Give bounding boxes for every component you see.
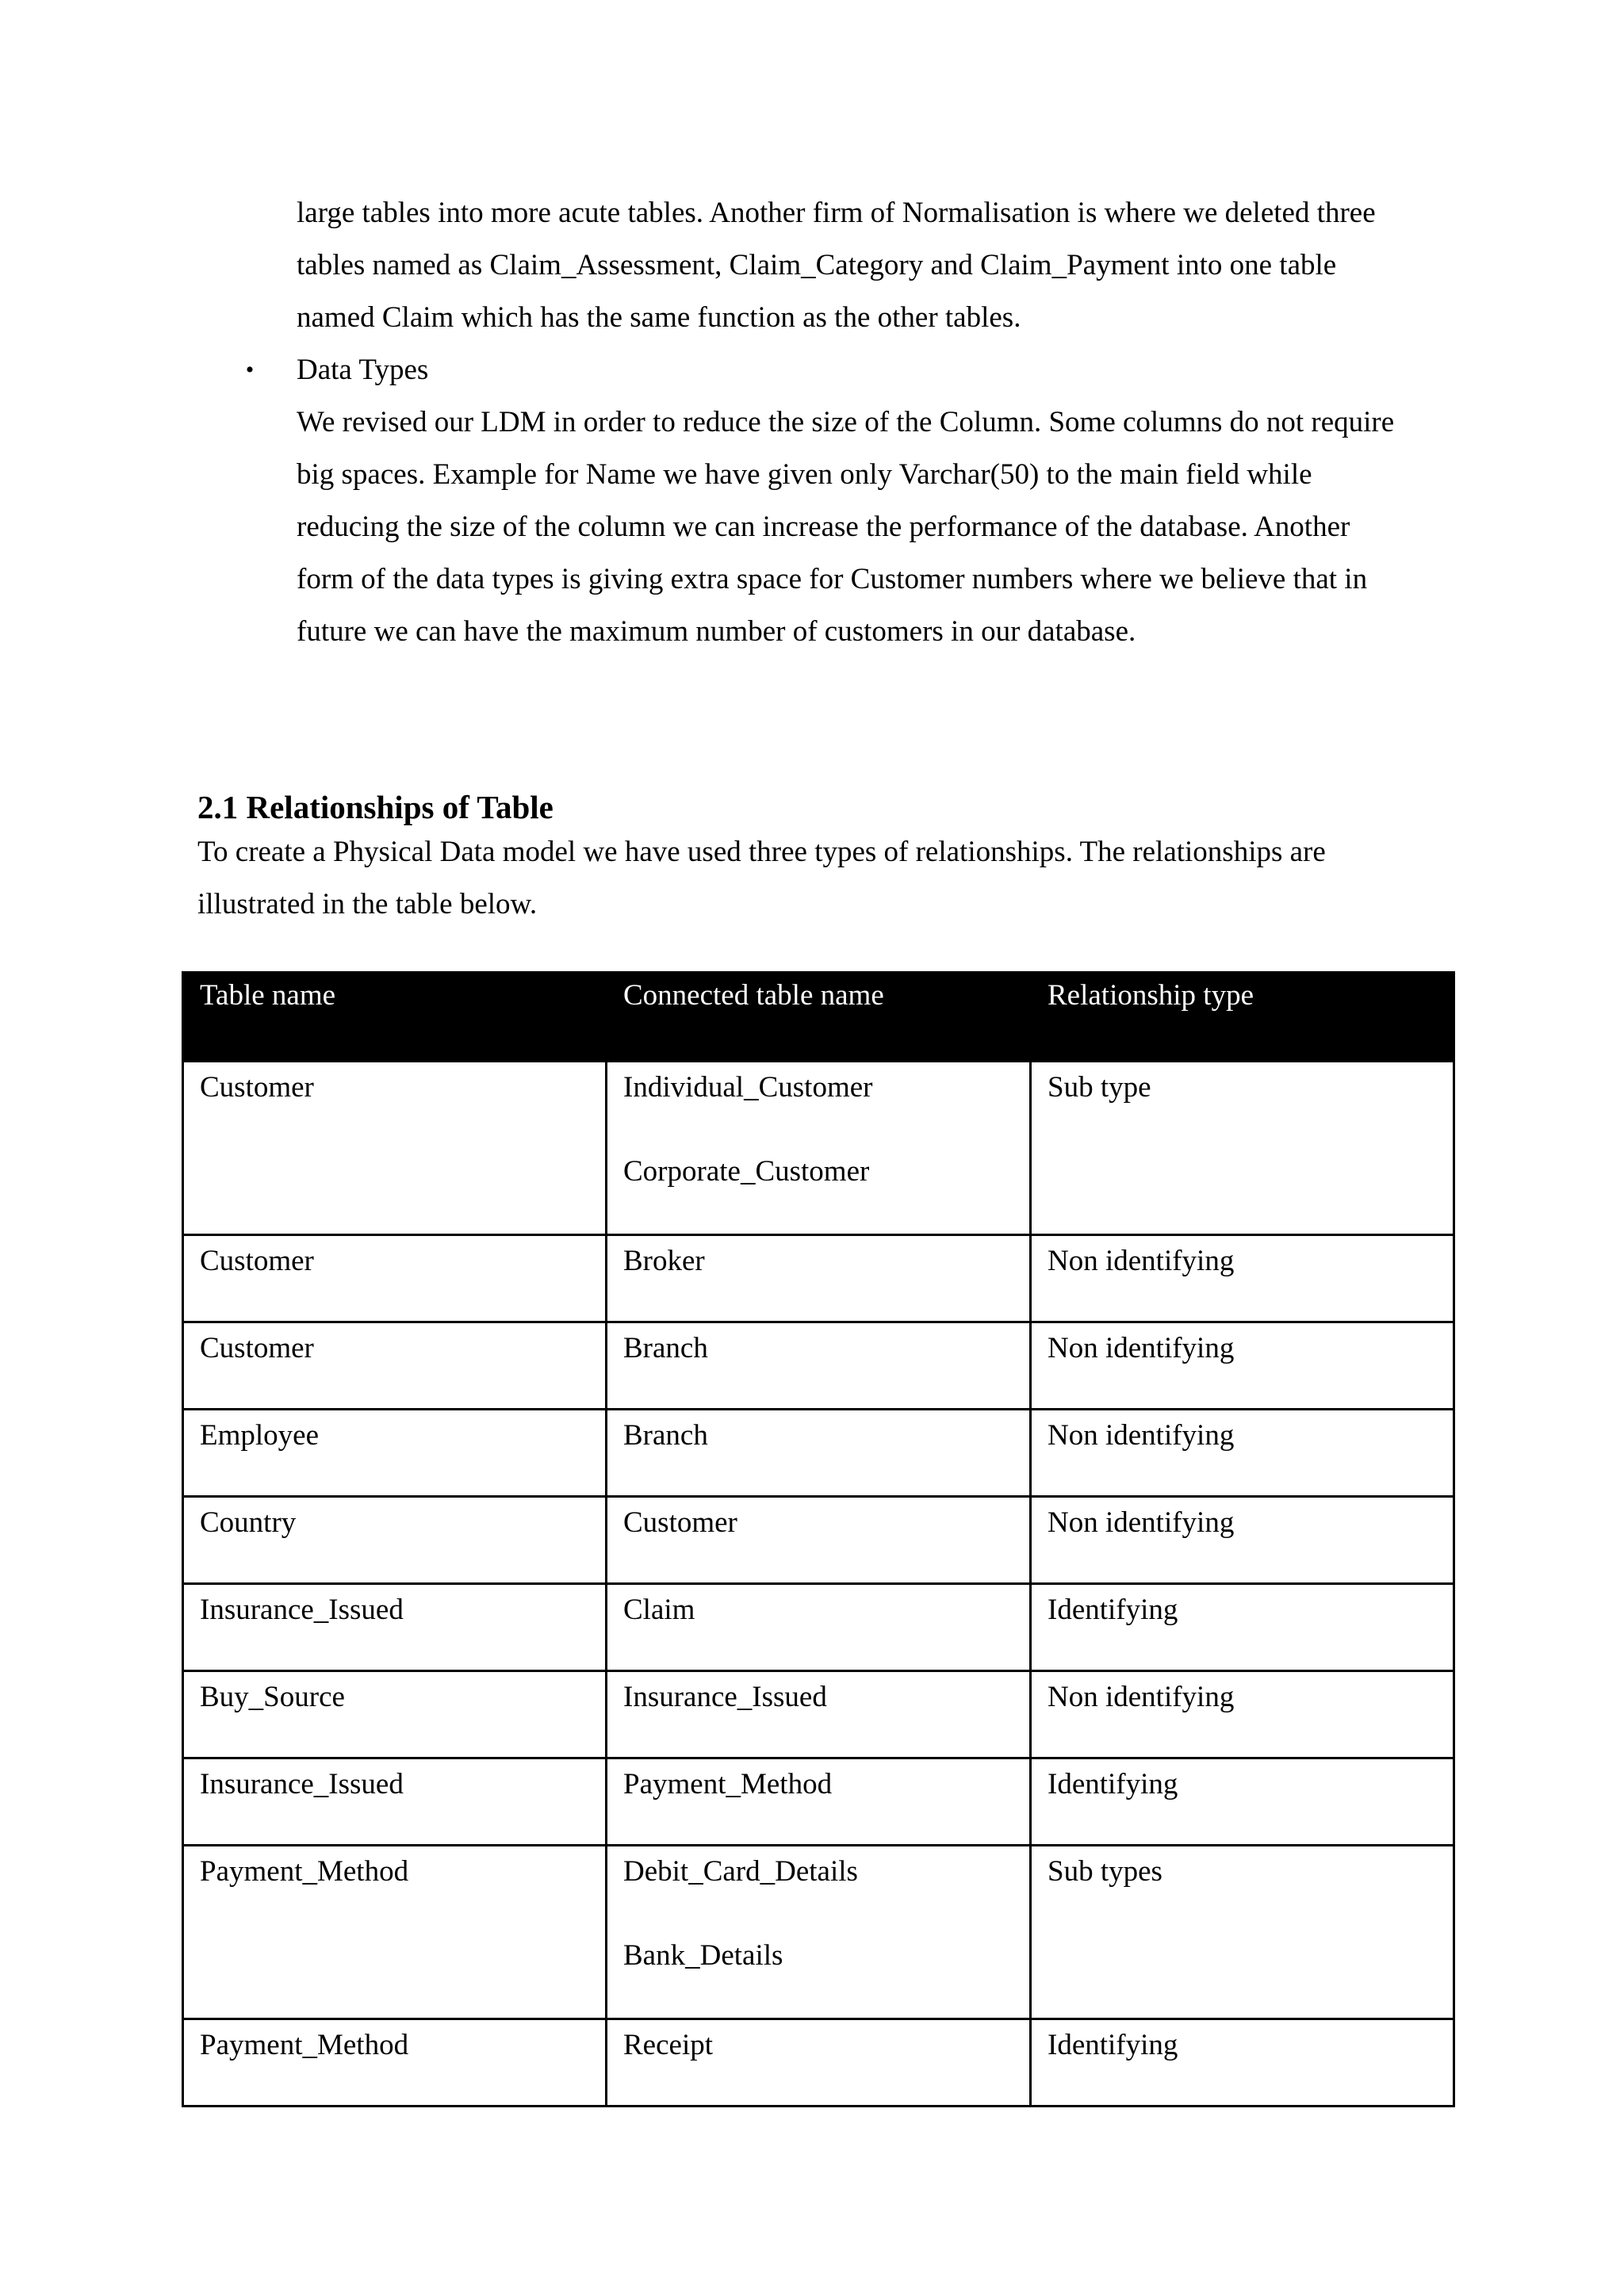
table-row bbox=[183, 1846, 1454, 2019]
connected-table-cell: Branch bbox=[607, 1322, 1031, 1410]
connected-table-name: Bank_Details bbox=[623, 1939, 783, 1972]
table-name-cell: Employee bbox=[183, 1410, 607, 1497]
relationship-type-cell: Sub types bbox=[1031, 1846, 1454, 2019]
table-header-row bbox=[183, 973, 1454, 1062]
connected-table-cell: Broker bbox=[607, 1235, 1031, 1322]
relationship-type-cell: Identifying bbox=[1031, 2019, 1454, 2107]
header-table-name: Table name bbox=[183, 973, 607, 1062]
relationship-type-cell: Identifying bbox=[1031, 1758, 1454, 1846]
table-name-cell: Customer bbox=[183, 1322, 607, 1410]
bullet-line: big spaces. Example for Name we have given only Varchar(50) to the main field while bbox=[297, 458, 1312, 491]
connected-table-cell: Receipt bbox=[607, 2019, 1031, 2107]
table-name-cell: Insurance_Issued bbox=[183, 1584, 607, 1671]
section-line: To create a Physical Data model we have used three types of relationships. The relationships are bbox=[197, 836, 1326, 868]
relationships-table bbox=[182, 971, 1455, 2107]
relationship-type-cell: Non identifying bbox=[1031, 1671, 1454, 1758]
relationship-type-cell: Non identifying bbox=[1031, 1410, 1454, 1497]
intro-line: large tables into more acute tables. Another firm of Normalisation is where we deleted three bbox=[297, 197, 1376, 229]
section-heading: 2.1 Relationships of Table bbox=[197, 789, 553, 825]
table-row bbox=[183, 1322, 1454, 1410]
table-row bbox=[183, 1497, 1454, 1584]
connected-table-cell: Branch bbox=[607, 1410, 1031, 1497]
connected-table-cell: Payment_Method bbox=[607, 1758, 1031, 1846]
table-name-cell: Customer bbox=[183, 1235, 607, 1322]
connected-table-cell bbox=[607, 1846, 1031, 2019]
connected-table-name: Debit_Card_Details bbox=[623, 1855, 858, 1888]
connected-table-name: Individual_Customer bbox=[623, 1071, 873, 1104]
table-row bbox=[183, 2019, 1454, 2107]
intro-line: named Claim which has the same function as the other tables. bbox=[297, 301, 1021, 334]
table-row bbox=[183, 1062, 1454, 1235]
table-row bbox=[183, 1410, 1454, 1497]
connected-table-cell bbox=[607, 1062, 1031, 1235]
table-row bbox=[183, 1235, 1454, 1322]
table-name-cell: Customer bbox=[183, 1062, 607, 1235]
relationship-type-cell: Non identifying bbox=[1031, 1235, 1454, 1322]
connected-table-name: Corporate_Customer bbox=[623, 1155, 870, 1188]
connected-table-cell: Insurance_Issued bbox=[607, 1671, 1031, 1758]
intro-paragraph bbox=[297, 187, 1454, 344]
bullet-line: future we can have the maximum number of customers in our database. bbox=[297, 615, 1136, 648]
header-relationship-type: Relationship type bbox=[1031, 973, 1454, 1062]
relationship-type-cell: Non identifying bbox=[1031, 1497, 1454, 1584]
table-row bbox=[183, 1584, 1454, 1671]
connected-table-cell: Claim bbox=[607, 1584, 1031, 1671]
bullet-line: form of the data types is giving extra space for Customer numbers where we believe that in bbox=[297, 563, 1368, 595]
table-name-cell: Country bbox=[183, 1497, 607, 1584]
table-row bbox=[183, 1758, 1454, 1846]
relationship-type-cell: Sub type bbox=[1031, 1062, 1454, 1235]
connected-table-cell: Customer bbox=[607, 1497, 1031, 1584]
intro-line: tables named as Claim_Assessment, Claim_Category and Claim_Payment into one table bbox=[297, 249, 1337, 281]
section-line: illustrated in the table below. bbox=[197, 888, 538, 920]
section-paragraph bbox=[197, 826, 1450, 931]
table-row bbox=[183, 1671, 1454, 1758]
table-name-cell: Payment_Method bbox=[183, 1846, 607, 2019]
bullet-content bbox=[297, 344, 1470, 658]
bullet-marker: • bbox=[245, 357, 255, 383]
relationship-type-cell: Identifying bbox=[1031, 1584, 1454, 1671]
header-connected-table-name: Connected table name bbox=[607, 973, 1031, 1062]
relationship-type-cell: Non identifying bbox=[1031, 1322, 1454, 1410]
bullet-line: reducing the size of the column we can increase the performance of the database. Another bbox=[297, 511, 1350, 543]
bullet-title: Data Types bbox=[297, 354, 429, 386]
table-name-cell: Insurance_Issued bbox=[183, 1758, 607, 1846]
table-name-cell: Buy_Source bbox=[183, 1671, 607, 1758]
table-name-cell: Payment_Method bbox=[183, 2019, 607, 2107]
bullet-line: We revised our LDM in order to reduce the size of the Column. Some columns do not require bbox=[297, 406, 1395, 438]
